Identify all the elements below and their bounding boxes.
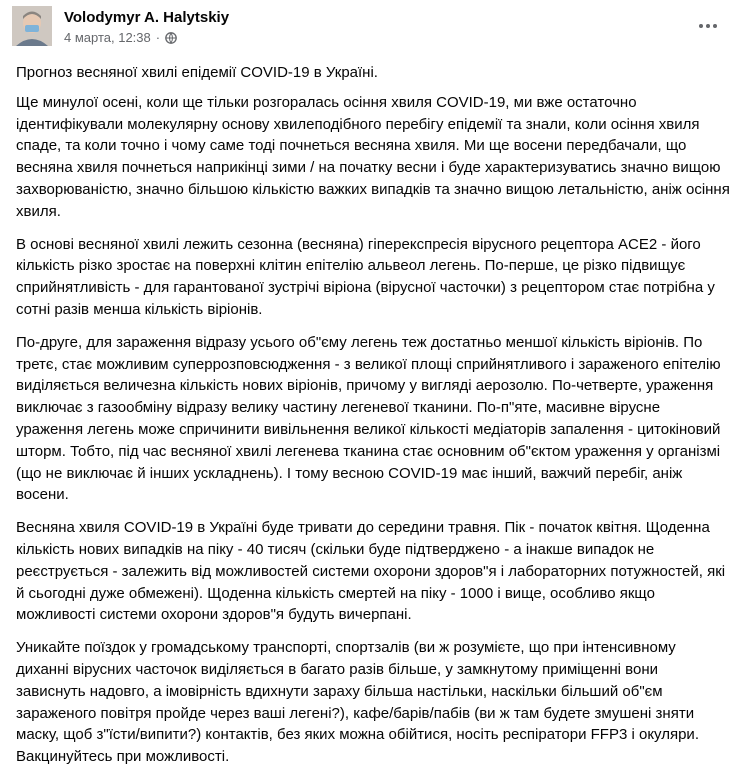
post-paragraph-3: По-друге, для зараження відразу усього об"єму легень теж достатньо меншої кількість віріонів. По третє, стає можливим суперрозповсюдження - з великої площі сприйнятливого і зараженого епітелію виділяється величезна кількість нових віріонів, причому у вигляді аерозолю. По-четверте, ураження виключає з газообміну відразу велику частину легеневої тканини. По-п"яте, масивне вірусне ураження легень може спричинити вивільнення великої кількості медіаторів запалення - цитокіновий шторм. Тобто, під час весняної хвилі легенева тканина стає основним об"єктом ураження у організмі (що не виключає й інших ускладнень). І тому весною COVID-19 має інший, важчий перебіг, аніж восени. (16, 333, 721, 504)
post-date[interactable]: 4 марта, 12:38 (64, 30, 151, 45)
post-paragraph-1: Ще минулої осені, коли ще тільки розгоралась осіння хвиля COVID-19, ми вже остаточно ідентифікували молекулярну основу хвилеподібного перебігу епідемії та знали, коли осіння хвиля спаде, та коли точно і чому саме тоді почнеться весняна хвиля. Ми ще восени передбачали, що весняна хвиля почнеться наприкінці зими / на початку весни і буде характеризуватись значно вищою захворюваністю, значно більшою кількістю важких випадків та значно вищою летальністю, аніж осіння хвиля. (16, 93, 730, 220)
post-paragraph-2: В основі весняної хвилі лежить сезонна (весняна) гіперекспресія вірусного рецептора ACE2 - його кількість різко зростає на поверхні клітин епітелію альвеол легень. По-перше, це різко підвищує сприйнятливість - для гарантованої зустрічі віріона (вірусної часточки) з рецептором стає потрібна у сотні разів менша кількість віріонів. (16, 235, 715, 318)
post-meta (64, 30, 177, 45)
post-title: Прогноз весняної хвилі епідемії COVID-19 в Україні. (16, 64, 378, 81)
post-body (16, 62, 730, 779)
globe-icon[interactable] (165, 32, 177, 44)
author-name[interactable]: Volodymyr A. Halytskiy (64, 9, 230, 26)
meta-separator: · (155, 30, 161, 45)
more-options-icon[interactable] (692, 10, 724, 42)
post-paragraph-5: Уникайте поїздок у громадському транспорті, спортзалів (ви ж розумієте, що при інтенсивному диханні вірусних часточок виділяється в багато разів більше, у замкнутому приміщенні вони зависнуть надовго, а імовірність вдихнути зараху більша настільки, наскільки більший об"єм зараженого повітря пройде через ваші легені?), кафе/барів/пабів (ви ж там будете змушені зняти маску, щоб з"їсти/випити?) контактів, без яких можна обійтися, носіть респіратори FFP3 і окуляри. Вакцинуйтесь при можливості. (16, 639, 699, 766)
avatar[interactable] (12, 6, 52, 46)
post-header (12, 6, 730, 50)
post-paragraph-4: Весняна хвиля COVID-19 в Україні буде тривати до середини травня. Пік - початок квітня. Щоденна кількість нових випадків на піку - 40 тисяч (скільки буде підтверджено - а інакше випадок не реєструється - залежить від можливостей системи охорони здоров"я і лабораторних потужностей, які й сьогодні дуже обмежені). Щоденна кількість смертей на піку - 1000 і вище, особливо якщо можливості системи охорони здоров"я будуть вичерпані. (16, 519, 726, 624)
